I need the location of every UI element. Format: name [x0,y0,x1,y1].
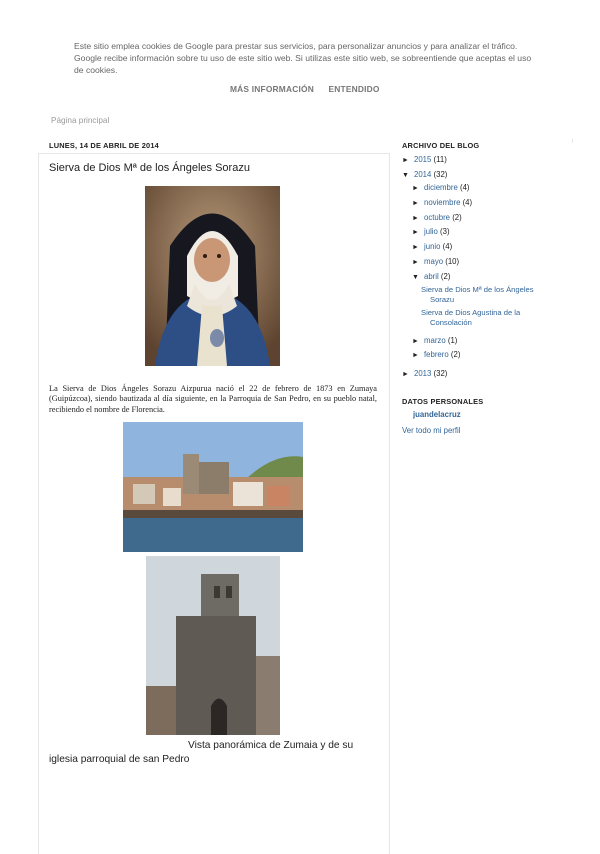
sidebar-divider [572,139,573,143]
zumaia-panorama-image[interactable] [123,422,303,552]
cookie-notice-text: Este sitio emplea cookies de Google para prestar sus servicios, para personalizar anuncios y para analizar el tráfico. Google recibe información sobre tu uso de este sitio web. Si utilizas este sitio web, se sobreentiende que aceptas el uso de cookies. [74,41,532,75]
expand-arrow-icon[interactable]: ► [412,338,419,345]
archive-link[interactable]: 2015 [414,155,432,164]
archive-item-mayo[interactable] [412,257,459,266]
archive-count: (4) [459,183,470,192]
archive-item-marzo[interactable] [412,336,457,345]
archive-count: (1) [447,336,458,345]
accept-cookies-button[interactable]: ENTENDIDO [328,84,380,94]
archive-link[interactable]: junio [424,242,441,251]
portrait-nun-image[interactable] [145,186,280,366]
archive-item-abril[interactable] [412,272,450,281]
archive-count: (4) [462,198,473,207]
archive-count: (4) [442,242,453,251]
archive-count: (2) [450,350,461,359]
expand-arrow-icon[interactable]: ► [402,371,409,378]
archive-link[interactable]: diciembre [424,183,458,192]
archive-item-diciembre[interactable] [412,183,470,192]
archive-link[interactable]: febrero [424,350,449,359]
expand-arrow-icon[interactable]: ► [412,200,419,207]
view-full-profile-link[interactable]: Ver todo mi perfil [402,426,461,435]
archive-post-link-1-line1[interactable]: Sierva de Dios Mª de los Ángeles [421,285,534,294]
archive-post-link-2[interactable] [421,308,520,327]
archive-item-2014[interactable] [402,170,447,179]
collapse-arrow-icon[interactable]: ▼ [402,172,409,179]
archive-link[interactable]: 2013 [414,369,432,378]
expand-arrow-icon[interactable]: ► [412,352,419,359]
archive-link[interactable]: mayo [424,257,444,266]
archive-count: (32) [433,170,448,179]
archive-item-junio[interactable] [412,242,452,251]
archive-post-link-1[interactable] [421,285,534,304]
collapse-arrow-icon[interactable]: ▼ [412,274,419,281]
image-caption-line-1: Vista panorámica de Zumaia y de su [188,740,354,751]
archive-link[interactable]: marzo [424,336,446,345]
post-paragraph: La Sierva de Dios Ángeles Sorazu Aizpurua nació el 22 de febrero de 1873 en Zumaya (Guipúzcoa), siendo bautizada al día siguiente, en la Parroquia de San Pedro, en su pueblo natal, recibiendo el nombre de Florencia. [49,384,377,414]
image-caption-line-2: iglesia parroquial de san Pedro [49,754,190,765]
archive-count: (3) [440,227,450,236]
expand-arrow-icon[interactable]: ► [412,244,419,251]
archive-count: (11) [433,155,447,164]
archive-link[interactable]: julio [424,227,438,236]
profile-widget-title: DATOS PERSONALES [402,397,484,406]
archive-count: (2) [452,213,462,222]
archive-post-link-2-line2[interactable]: Consolación [430,317,472,327]
profile-name-link[interactable]: juandelacruz [413,410,461,419]
archive-count: (32) [433,369,448,378]
expand-arrow-icon[interactable]: ► [412,185,419,192]
cookie-actions [230,84,380,94]
expand-arrow-icon[interactable]: ► [412,229,419,236]
cookie-notice [74,40,534,76]
home-link[interactable]: Página principal [51,116,110,125]
post-date-header: LUNES, 14 DE ABRIL DE 2014 [49,141,159,150]
archive-item-2013[interactable] [402,369,447,378]
expand-arrow-icon[interactable]: ► [412,215,419,222]
archive-link[interactable]: octubre [424,213,451,222]
san-pedro-church-image[interactable] [146,556,280,735]
archive-count: (2) [440,272,451,281]
expand-arrow-icon[interactable]: ► [412,259,419,266]
archive-widget-title: ARCHIVO DEL BLOG [402,141,480,150]
archive-post-link-1-line2[interactable]: Sorazu [430,294,455,304]
post-title[interactable]: Sierva de Dios Mª de los Ángeles Sorazu [49,162,250,174]
archive-item-2015[interactable] [402,155,447,164]
archive-post-link-2-line1[interactable]: Sierva de Dios Agustina de la [421,308,521,317]
more-info-button[interactable]: MÁS INFORMACIÓN [230,84,314,94]
expand-arrow-icon[interactable]: ► [402,157,409,164]
archive-count: (10) [445,257,460,266]
archive-link[interactable]: abril [424,272,439,281]
archive-link[interactable]: noviembre [424,198,461,207]
archive-link[interactable]: 2014 [414,170,432,179]
archive-item-febrero[interactable] [412,350,460,359]
archive-item-julio[interactable] [412,227,450,236]
archive-item-noviembre[interactable] [412,198,472,207]
archive-item-octubre[interactable] [412,213,462,222]
